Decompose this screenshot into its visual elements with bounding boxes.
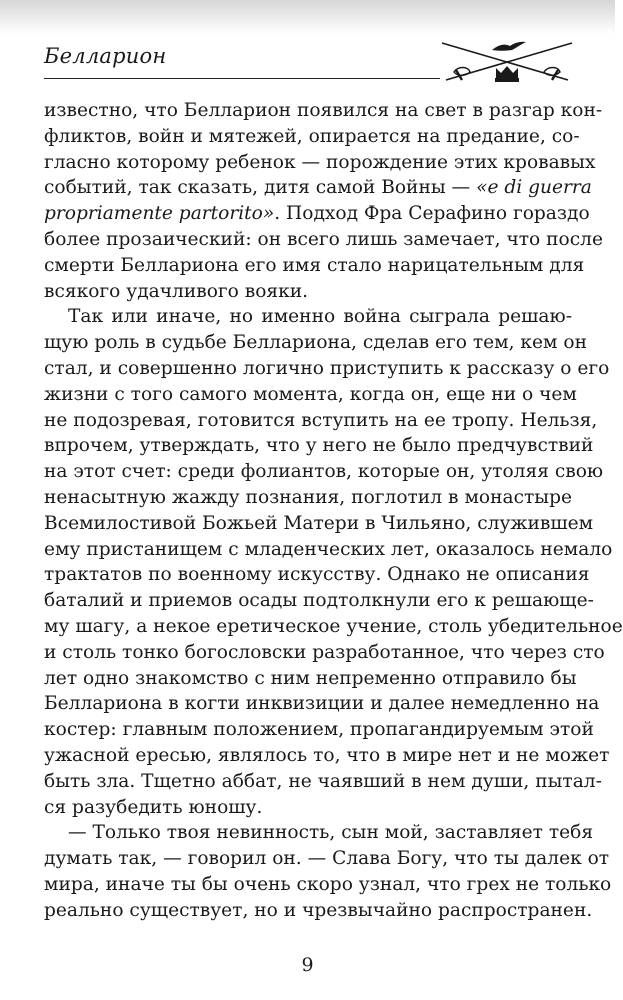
text-run: фликтов, войн и мятежей, опирается на предание, со- xyxy=(44,125,580,147)
text-run: думать так, — говорил он. — Слава Богу, что ты далек от xyxy=(44,848,610,870)
text-run: — Только твоя невинность, сын мой, заставляет тебя xyxy=(68,822,594,844)
text-run: стал, и совершенно логично приступить к рассказу о его xyxy=(44,357,610,379)
text-line xyxy=(44,537,613,563)
text-line xyxy=(44,485,572,511)
text-line xyxy=(44,666,577,692)
text-line xyxy=(44,408,598,434)
text-run: всякого удачливого вояки. xyxy=(44,280,309,302)
text-run: ненасытную жажду познания, поглотил в монастыре xyxy=(44,486,572,508)
running-head-title: Белларион xyxy=(44,44,167,68)
text-line xyxy=(44,872,612,898)
text-line xyxy=(44,511,594,537)
text-line xyxy=(44,124,580,150)
text-line xyxy=(44,356,610,382)
text-line xyxy=(44,898,593,924)
text-run: гласно которому ребенок — порождение этих кровавых xyxy=(44,151,596,173)
text-run: на этот счет: среди фолиантов, которые он, утоляя свою xyxy=(44,461,604,483)
text-run: трактатов по военному искусству. Однако не описания xyxy=(44,564,590,586)
text-line xyxy=(44,640,605,666)
text-run: баталий и приемов осады подтолкнули его к решающе- xyxy=(44,590,594,612)
text-line xyxy=(44,820,594,846)
text-run: и столь тонко богословски разработанное, что через сто xyxy=(44,641,605,663)
text-line xyxy=(44,98,603,124)
text-run: Так или иначе, но именно война сыграла решаю- xyxy=(68,306,572,328)
text-run: ужасной ересью, являлось то, что в мире нет и не может xyxy=(44,744,610,766)
text-line xyxy=(44,588,594,614)
text-line xyxy=(44,279,572,305)
text-run: лет одно знакомство с ним непременно отправило бы xyxy=(44,667,577,689)
text-line xyxy=(44,227,603,253)
text-run: Беллариона в когти инквизиции и далее немедленно на xyxy=(44,693,600,715)
text-line xyxy=(44,175,592,201)
crown-icon xyxy=(496,66,518,78)
text-line xyxy=(44,743,610,769)
crossed-swords-with-crown-and-bird-icon xyxy=(440,40,574,88)
body-text xyxy=(44,98,623,924)
italic-phrase: «e di guerra xyxy=(476,177,592,199)
page-number: 9 xyxy=(301,954,314,976)
text-run: быть зла. Тщетно аббат, не чаявший в нем души, пытал- xyxy=(44,770,602,792)
text-run: щую роль в судьбе Беллариона, сделав его тем, кем он xyxy=(44,332,587,354)
bird-icon xyxy=(492,42,526,51)
text-line xyxy=(44,795,572,821)
text-run: му шагу, а некое еретическое учение, столь убедительное xyxy=(44,615,623,637)
header-rule xyxy=(44,78,440,79)
text-run: событий, так сказать, дитя самой Войны — xyxy=(44,177,477,199)
text-line xyxy=(44,382,577,408)
italic-phrase: propriamente partorito» xyxy=(44,203,275,225)
text-line xyxy=(44,150,596,176)
text-line xyxy=(44,459,604,485)
text-line xyxy=(44,717,594,743)
text-run: жизни с того самого момента, когда он, еще ни о чем xyxy=(44,383,577,405)
scan-top-shadow xyxy=(0,0,615,34)
text-run: впрочем, утверждать, что у него не было предчувствий xyxy=(44,435,594,457)
text-line xyxy=(44,433,594,459)
text-run: смерти Беллариона его имя стало нарицательным для xyxy=(44,254,585,276)
text-run: реально существует, но и чрезвычайно распространен. xyxy=(44,899,593,921)
text-line xyxy=(44,769,602,795)
text-line xyxy=(44,304,572,330)
text-run: . Подход Фра Серафино гораздо xyxy=(274,203,590,225)
text-line xyxy=(44,562,590,588)
text-line xyxy=(44,846,610,872)
text-line xyxy=(44,614,623,640)
text-run: ся разубедить юношу. xyxy=(44,796,263,818)
text-line xyxy=(44,253,585,279)
text-run: известно, что Белларион появился на свет в разгар кон- xyxy=(44,100,603,121)
text-line xyxy=(44,201,590,227)
text-run: костер: главным положением, пропагандируемым этой xyxy=(44,719,594,741)
text-run: мира, иначе ты бы очень скоро узнал, что грех не только xyxy=(44,873,612,895)
text-run: ему пристанищем с младенческих лет, оказалось немало xyxy=(44,538,613,560)
text-line xyxy=(44,330,587,356)
text-run: более прозаический: он всего лишь замечает, что после xyxy=(44,228,603,250)
text-run: не подозревая, готовится вступить на ее тропу. Нельзя, xyxy=(44,409,598,431)
text-run: Всемилостивой Божьей Матери в Чильяно, служившем xyxy=(44,512,594,534)
text-line xyxy=(44,691,600,717)
